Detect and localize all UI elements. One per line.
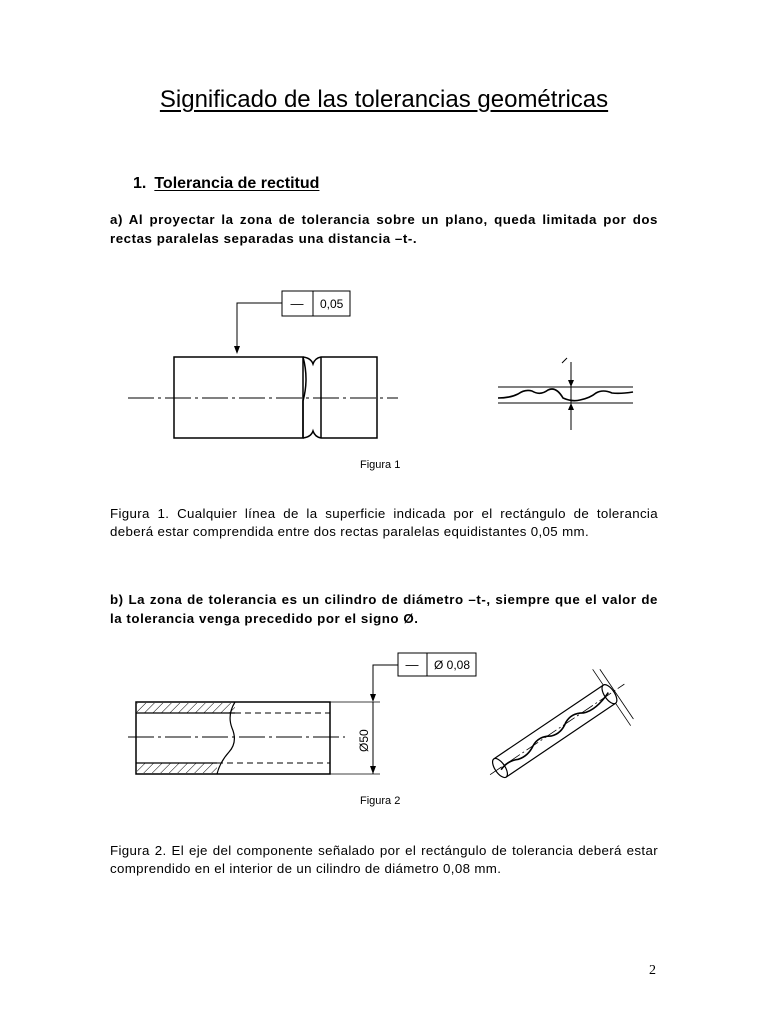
paragraph-b: b) La zona de tolerancia es un cilindro de diámetro –t-, siempre que el valor de la tolerancia venga precedido por el signo Ø. bbox=[110, 592, 658, 626]
fig2-tolerance-value: Ø 0,08 bbox=[434, 658, 471, 672]
fig2-hatch-top bbox=[137, 703, 235, 713]
figure-2-drawing bbox=[0, 645, 768, 795]
section-title: Tolerancia de rectitud bbox=[154, 175, 320, 192]
figure-2-caption: Figura 2 bbox=[360, 795, 401, 807]
figure-1-drawing bbox=[0, 280, 768, 455]
fig2-hatch-bottom bbox=[137, 763, 217, 773]
paragraph-a: a) Al proyectar la zona de tolerancia sobre un plano, queda limitada por dos rectas paralelas separadas una distancia –t-. bbox=[110, 212, 658, 246]
section-number: 1. bbox=[133, 175, 147, 192]
fig1-tolerance-value: 0,05 bbox=[320, 297, 344, 311]
fig2-cylinder-sketch bbox=[473, 659, 645, 795]
page-number: 2 bbox=[649, 963, 656, 978]
fig1-profile-curve bbox=[498, 389, 633, 401]
figure-2-description: Figura 2. El eje del componente señalado por el rectángulo de tolerancia deberá estar comprendido en el interior de un cilindro de diámetro 0,08 mm. bbox=[110, 843, 658, 876]
page-title: Significado de las tolerancias geométricas bbox=[159, 86, 609, 113]
fig1-leader-arrow bbox=[234, 346, 240, 354]
figure-1-description: Figura 1. Cualquier línea de la superficie indicada por el rectángulo de tolerancia deberá estar comprendida entre dos rectas paralelas equidistantes 0,05 mm. bbox=[110, 506, 658, 539]
fig2-leader-line bbox=[373, 665, 398, 700]
fig1-leader-line bbox=[237, 303, 282, 352]
fig2-straightness-symbol: — bbox=[405, 657, 419, 672]
fig1-straightness-symbol: — bbox=[290, 296, 304, 311]
section-heading bbox=[133, 175, 319, 193]
fig2-diameter-label: Ø50 bbox=[357, 729, 371, 752]
figure-1-caption: Figura 1 bbox=[360, 459, 401, 471]
fig1-t-mark bbox=[562, 358, 567, 363]
